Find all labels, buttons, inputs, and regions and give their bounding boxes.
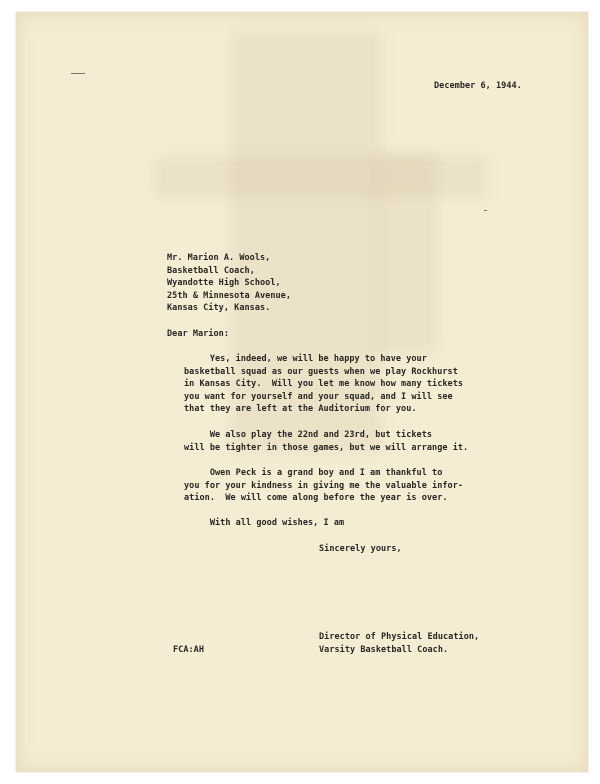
letter-page <box>16 12 588 772</box>
body-line: With all good wishes, I am <box>184 518 345 528</box>
body-line: Owen Peck is a grand boy and I am thankful to <box>184 468 443 478</box>
title-line: Varsity Basketball Coach. <box>319 644 449 655</box>
bleed-through-mark <box>156 157 486 197</box>
bleed-through-mark <box>376 152 436 352</box>
address-line: Kansas City, Kansas. <box>167 303 271 314</box>
letter-date: December 6, 1944. <box>434 81 522 91</box>
address-line: Wyandotte High School, <box>167 278 281 289</box>
closing: Sincerely yours, <box>319 544 402 554</box>
typist-initials: FCA:AH <box>173 645 205 655</box>
address-line: Basketball Coach, <box>167 265 255 276</box>
body-line: We also play the 22nd and 23rd, but tickets <box>184 430 433 440</box>
body-line: in Kansas City. Will you let me know how many tickets <box>184 379 464 390</box>
address-line: Mr. Marion A. Wools, <box>167 253 271 263</box>
body-line: will be tighter in those games, but we will arrange it. <box>184 442 469 453</box>
body-line: that they are left at the Auditorium for you. <box>184 404 417 415</box>
address-line: 25th & Minnesota Avenue, <box>167 290 292 301</box>
body-line: Yes, indeed, we will be happy to have your <box>184 354 427 364</box>
title-line: Director of Physical Education, <box>319 632 480 642</box>
body-line: you want for yourself and your squad, and I will see <box>184 391 453 402</box>
paper-speck <box>484 210 487 211</box>
body-line: basketball squad as our guests when we play Rockhurst <box>184 366 458 377</box>
body-line: you for your kindness in giving me the valuable infor- <box>184 480 464 491</box>
body-line: ation. We will come along before the year is over. <box>184 493 448 504</box>
paper-speck <box>71 73 85 74</box>
salutation: Dear Marion: <box>167 329 230 339</box>
